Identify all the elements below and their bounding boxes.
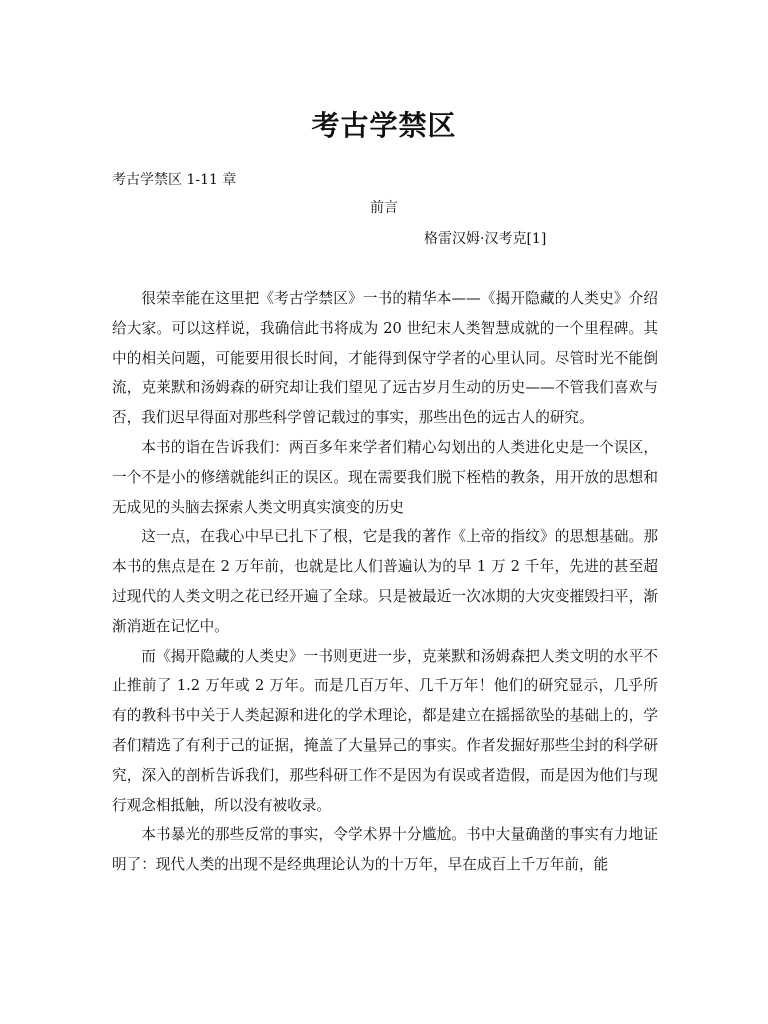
- document-title: 考古学禁区: [311, 109, 457, 142]
- paragraph-5: 本书暴光的那些反常的事实，令学术界十分尴尬。书中大量确凿的事实有力地证明了：现代人类的出现不是经典理论认为的十万年，早在成百上千万年前，能: [112, 826, 658, 874]
- paragraph-3: 这一点，在我心中早已扎下了根，它是我的著作《上帝的指纹》的思想基础。那本书的焦点是在 2 万年前，也就是比人们普遍认为的早 1 万 2 千年，先进的甚至超过现代的人类文明之花已经开遍了全球。只是被最近一次冰期的大灾变摧毁扫平，渐渐消逝在记忆中。: [112, 528, 658, 635]
- author-name: 格雷汉姆·汉考克[1]: [424, 231, 547, 247]
- paragraph-4: 而《揭开隐藏的人类史》一书则更进一步，克莱默和汤姆森把人类文明的水平不止推前了 1.2 万年或 2 万年。而是几百万年、几千万年！他们的研究显示，几乎所有的教科书中关于人类起源和进化的学术理论，都是建立在摇摇欲坠的基础上的，学者们精选了有利于己的证据，掩盖了大量异己的事实。作者发掘好那些尘封的科学研究，深入的剖析告诉我们，那些科研工作不是因为有误或者造假，而是因为他们与现行观念相抵触，所以没有被收录。: [112, 647, 658, 814]
- preface-heading: 前言: [370, 200, 398, 216]
- body-text: [112, 284, 658, 880]
- paragraph-1: 很荣幸能在这里把《考古学禁区》一书的精华本——《揭开隐藏的人类史》介绍给大家。可以这样说，我确信此书将成为 20 世纪末人类智慧成就的一个里程碑。其中的相关问题，可能要用很长时间，才能得到保守学者的心里认同。尽管时光不能倒流，克莱默和汤姆森的研究却让我们望见了远古岁月生动的历史——不管我们喜欢与否，我们迟早得面对那些科学曾记载过的事实，那些出色的远古人的研究。: [112, 290, 658, 427]
- chapter-range-line: 考古学禁区 1-11 章: [112, 172, 237, 188]
- paragraph-2: 本书的诣在告诉我们：两百多年来学者们精心勾划出的人类进化史是一个误区，一个不是小的修缮就能纠正的误区。现在需要我们脱下桎梏的教条，用开放的思想和无成见的头脑去探索人类文明真实演变的历史: [112, 438, 658, 516]
